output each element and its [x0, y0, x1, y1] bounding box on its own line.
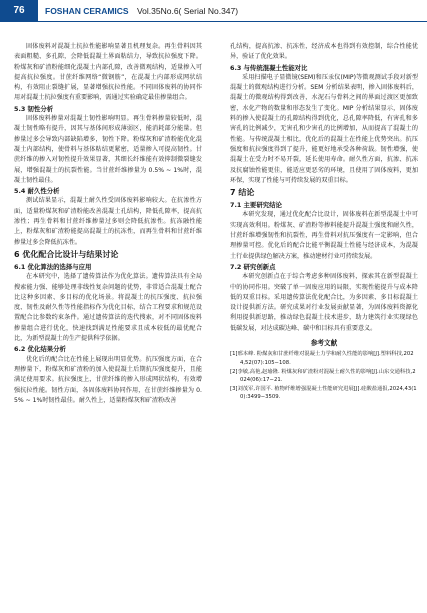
section-heading: 7.2 研究创新点: [230, 262, 276, 271]
paragraph: 在本研究中，选择了遗传算法作为优化算法。遗传算法具有全局搜索能力强、能够处理非线性复杂问题的优势，非常适合混凝土配合比这种多因素、多目标的优化场景。将混凝土的抗压强度、抗拉强度、韧性及耐久性等性能指标作为优化目标，结合工程要求和规范设置配合比参数约束条件。通过遗传算法的迭代搜索，对不同固体废料掺量组合进行优化，快速找到满足性能要求且成本较低的最优配合比，为新型混凝土的生产提供科学依据。: [14, 273, 202, 343]
header-rule: [38, 21, 427, 22]
journal-title: [45, 0, 238, 22]
section-heading: 5.4 耐久性分析: [14, 187, 60, 196]
right-column: [230, 42, 418, 402]
paragraph: 固体废料掺量对混凝土韧性影响明显。再生骨料掺量较低时，混凝土韧性略有提升，因其与基体间形成薄弱区，能消耗部分能量。但掺量过多会导致内部缺陷增多，韧性下降。粉煤灰和矿渣粉能优化混凝土内部结构，使骨料与基体粘结更紧密，适量掺入可提高韧性。甘蔗纤维的掺入对韧性提升效果显著，其细长纤维能有效抑制微裂缝发展，增强混凝土的抗裂性能。当甘蔗纤维掺量为 0.5% ~ 1%时，混凝土韧性最佳。: [14, 115, 202, 184]
section-heading: 6.3 与传统混凝土性能对比: [230, 63, 308, 72]
reference-item: [3]刘茂军,许国平. 植物纤维增强混凝土性能研究进展[J].硅酸盐通报,2024,43(10):3499−3509.: [230, 385, 417, 401]
page-number: 76: [13, 5, 25, 16]
section-heading: 6.1 优化算法的选择与应用: [14, 262, 92, 271]
journal-name: FOSHAN CERAMICS: [45, 6, 129, 16]
section-heading: 5.3 韧性分析: [14, 104, 54, 113]
paragraph: 本研究发现，通过优化配合比设计，固体废料在新型混凝土中可实现高效利用。粉煤灰、矿渣粉等掺料能提升混凝土强度和耐久性，甘蔗纤维增强韧性和抗裂性，再生骨料对抗压强度有一定影响，但合理掺量可控。优化后的配合比能平衡混凝土性能与经济成本，为混凝土行业提供绿色解决方案，推动建材行业可持续发展。: [230, 211, 418, 260]
paragraph: 采用扫描电子显微镜(SEM)和压汞仪(MIP)等微观测试手段对新型混凝土的微观结构进行分析。SEM 分析结果表明，掺入固体废料后，混凝土的微观结构得到改善，水泥石与骨料之间的界面过渡区更加致密，水化产物的数量和形态发生了变化。MIP 分析结果显示，固体废料的掺入使混凝土的孔隙结构得到优化，总孔隙率降低，有害孔和多害孔的比例减少，无害孔和少害孔的比例增加，从而提高了混凝土的性能。与传统混凝土相比，优化后的混凝土在性能上优势突出。抗压强度和抗拉强度得到了提升，能更好地承受各种荷载。韧性增强，使混凝土在受力时不易开裂，延长使用寿命。耐久性方面，抗渗、抗冻及抗腐蚀性能更佳，能适应更恶劣的环境，且使用了固体废料，更加环保，实现了性能与可持续发展的双重目标。: [230, 73, 418, 184]
paragraph: 固体废料对混凝土抗拉性能影响显著且机理复杂。再生骨料因其表面粗糙、多孔隙，会降低混凝土界面粘结力，导致抗拉强度下降。粉煤灰和矿渣粉能细化混凝土内部孔隙，改善微观结构，适量掺入可提高抗拉强度。甘蔗纤维网络“微钢筋”，在混凝土内部形成网状结构，有效阻止裂缝扩展，显著增强抗拉性能。不同固体废料的协同作用对混凝土抗拉强度有重要影响，需通过实验确定最佳掺量组合。: [14, 43, 202, 102]
section-heading: 7.1 主要研究结论: [230, 201, 282, 210]
chapter-heading: 7 结论: [230, 188, 255, 198]
page-header: [0, 0, 427, 22]
paragraph: 孔结构，提高抗渗、抗冻性，经济成本也得到有效控制，综合性能优异，验证了优化效果。: [230, 43, 418, 61]
journal-volume: Vol.35No.6( Serial No.347): [136, 6, 239, 16]
references-title: 参考文献: [310, 339, 338, 348]
reference-item: [1]邢本峰. 粉煤灰和甘蔗纤维对混凝土力学和耐久性能的影响[J].塑料科技,2024,52(07):105−108.: [230, 351, 414, 366]
reference-item: [2]李敏,高艳,赵瑜隆. 粉煤灰和矿渣粉对混凝土耐久性的影响[J].山东交通科技,2024(06):17−21.: [230, 368, 416, 384]
left-column: [14, 42, 202, 406]
paragraph: 优化后的配合比在性能上展现出明显优势。抗压强度方面，在合理掺量下，粉煤灰和矿渣粉的加入使混凝土后期抗压强度提升，且能满足使用要求。抗拉强度上，甘蔗纤维的掺入形成网状结构，有效增强抗拉性能。韧性方面，各固体废料协同作用，在甘蔗纤维掺量为 0.5% ~ 1%时韧性最佳。耐久性上，适量粉煤灰和矿渣粉改善: [14, 355, 202, 404]
section-heading: 6.2 优化结果分析: [14, 345, 66, 354]
chapter-heading: 6 优化配合比设计与结果讨论: [14, 249, 119, 259]
paragraph: 本研究创新点在于综合考虑多种固体废料，探索其在新型混凝土中的协同作用。突破了单一固废应用的局限，实现性能提升与成本降低的双重目标。采用遗传算法优化配合比，为多因素、多目标混凝土设计提供新方法。研究成果对行业发展贡献显著，为固体废料资源化利用提供新思路，推动绿色混凝土技术进步，助力建筑行业实现绿色低碳发展，对达成碳达峰、碳中和目标具有重要意义。: [230, 273, 418, 332]
paragraph: 测试结果显示，混凝土耐久性受固体废料影响较大。在抗渗性方面，适量粉煤灰和矿渣粉能改善混凝土孔结构，降低孔隙率，提高抗渗性；再生骨料和甘蔗纤维掺量过多则会降低抗渗性。抗冻融性能上，粉煤灰和矿渣粉能提高混凝土的抗冻性，而再生骨料和甘蔗纤维掺量过多会降低抗冻性。: [14, 197, 202, 246]
